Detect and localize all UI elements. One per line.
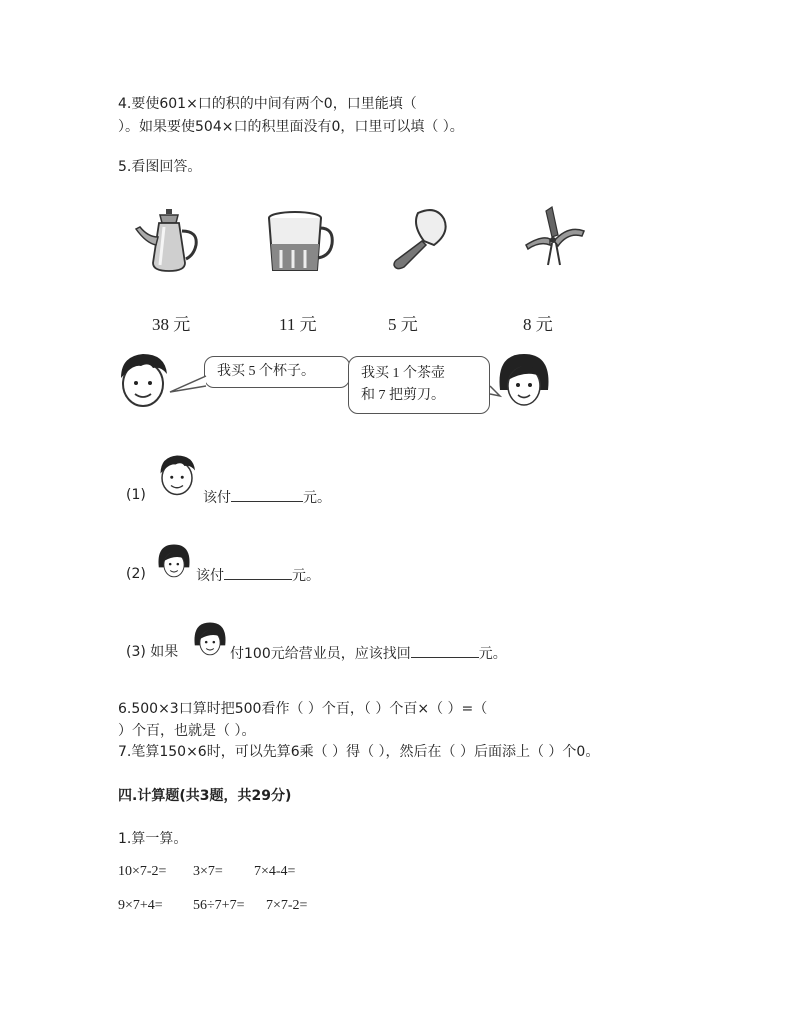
calc-row1-item3: 7×4-4= — [254, 864, 296, 879]
sub2-line — [196, 565, 320, 585]
teapot-price: 38 元 — [152, 315, 191, 334]
sub3-line-start — [126, 643, 178, 661]
calc-row2-item3: 7×7-2= — [266, 898, 308, 913]
q7-line1: 7.笔算150×6时，可以先算6乘（ ）得（ ），然后在（ ）后面添上（ ）个0。 — [118, 744, 600, 760]
sub2-number: (2) — [126, 566, 146, 582]
shovel-icon — [388, 205, 452, 271]
sub3-unit: 元。 — [478, 646, 507, 662]
calc-row1-item1: 10×7-2= — [118, 864, 167, 879]
shovel-price: 5 元 — [388, 315, 418, 334]
sub3-prefix: 如果 — [150, 644, 179, 660]
boy-speech-text: 我买 5 个杯子。 — [217, 364, 315, 379]
sub1-answer-blank[interactable] — [231, 487, 303, 502]
girl-small-avatar-icon — [156, 542, 192, 580]
boy-speech-bubble — [204, 356, 350, 388]
girl-small-avatar-icon-2 — [192, 620, 228, 658]
sub3-answer-blank[interactable] — [411, 643, 479, 658]
sub3-text: 付100元给营业员，应该找回 — [230, 646, 411, 662]
sub1-number: (1) — [126, 487, 146, 503]
q6-line1: 6.500×3口算时把500看作（ ）个百，（ ）个百×（ ）=（ — [118, 701, 488, 717]
sub1-text: 该付 — [203, 490, 231, 506]
boy-small-avatar-icon — [156, 452, 198, 498]
sub2-unit: 元。 — [292, 568, 320, 584]
calc-title: 1.算一算。 — [118, 831, 188, 847]
girl-avatar-icon — [496, 350, 552, 410]
sub1-line — [203, 487, 331, 507]
cup-icon — [265, 210, 337, 276]
calc-row2-item1: 9×7+4= — [118, 898, 163, 913]
sub3-number: (3) — [126, 644, 146, 660]
girl-speech-bubble — [348, 356, 490, 414]
sub1-unit: 元。 — [303, 490, 331, 506]
q4-line1: 4.要使601×口的积的中间有两个0，口里能填（ — [118, 96, 417, 112]
boy-avatar-icon — [115, 350, 171, 410]
girl-speech-line1: 我买 1 个茶壶 — [361, 366, 445, 381]
calc-row2-item2: 56÷7+7= — [193, 898, 245, 913]
boy-bubble-tail — [168, 374, 208, 394]
sub2-answer-blank[interactable] — [224, 565, 292, 580]
q6-line2: ）个百，也就是（ ）。 — [118, 723, 256, 739]
teapot-icon — [132, 205, 204, 277]
section4-title: 四.计算题(共3题，共29分) — [118, 788, 292, 804]
girl-speech-line2: 和 7 把剪刀。 — [361, 388, 445, 403]
calc-row1-item2: 3×7= — [193, 864, 223, 879]
q5-title: 5.看图回答。 — [118, 159, 202, 175]
pliers-icon — [520, 205, 590, 271]
q4-line2: ）。如果要使504×口的积里面没有0，口里可以填（ ）。 — [118, 119, 464, 135]
pliers-price: 8 元 — [523, 315, 553, 334]
cup-price: 11 元 — [279, 315, 317, 334]
sub2-text: 该付 — [196, 568, 224, 584]
sub3-line — [230, 643, 507, 663]
